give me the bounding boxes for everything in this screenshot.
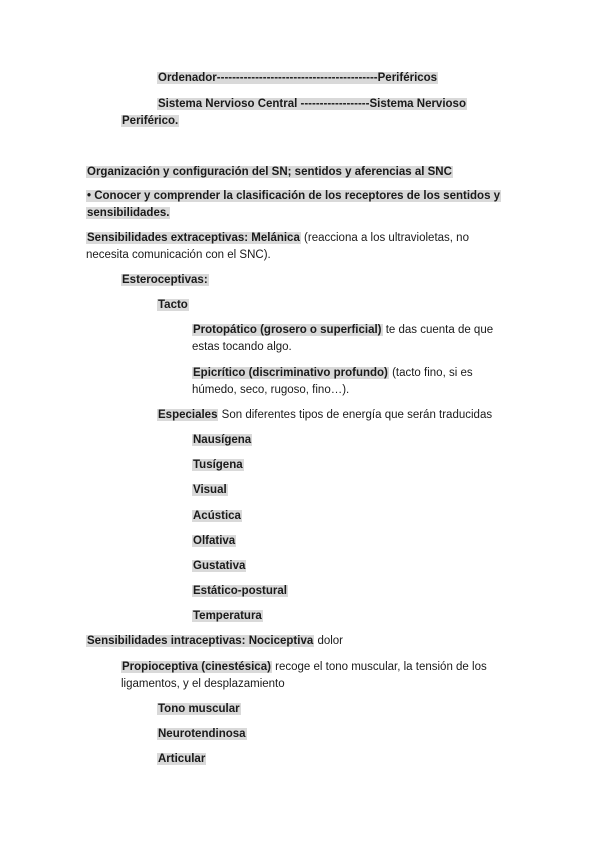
especiales-item-label: Nausígena <box>193 434 252 446</box>
line-periferico <box>121 113 179 130</box>
section-heading-text: Organización y configuración del SN; sentidos y aferencias al SNC <box>87 166 452 178</box>
protopatico-text-2: estas tocando algo. <box>192 341 292 353</box>
protopatico-label: Protopático (grosero o superficial) <box>193 324 382 336</box>
epicritico-text-2: húmedo, seco, rugoso, fino…). <box>192 384 350 396</box>
periferico-text: Periférico. <box>122 115 179 127</box>
especiales-item-label: Olfativa <box>193 535 236 547</box>
bullet-line-2 <box>86 205 170 222</box>
especiales-line <box>157 407 492 424</box>
propio-item <box>157 701 241 718</box>
intraceptivas-line <box>86 633 343 650</box>
epicritico-label: Epicrítico (discriminativo profundo) <box>193 367 388 379</box>
ordenador-text: Ordenador------------------------------------------Periféricos <box>158 72 438 84</box>
especiales-item <box>192 583 288 600</box>
propio-item-label: Neurotendinosa <box>158 728 246 740</box>
intraceptivas-text: dolor <box>314 635 344 647</box>
intraceptivas-label: Sensibilidades intraceptivas: Nociceptiva <box>87 635 314 647</box>
snc-text: Sistema Nervioso Central ------------------Sistema Nervioso <box>158 98 466 110</box>
propioceptiva-text-1: recoge el tono muscular, la tensión de los <box>271 661 487 673</box>
protopatico-line-1 <box>192 322 493 339</box>
esteroceptivas-heading <box>121 272 209 289</box>
bullet-text-2: sensibilidades. <box>87 207 170 219</box>
especiales-item <box>192 558 246 575</box>
especiales-item-label: Visual <box>193 484 227 496</box>
line-ordenador <box>157 70 438 87</box>
extraceptivas-text-1: (reacciona a los ultravioletas, no <box>300 232 469 244</box>
protopatico-line-2 <box>192 339 292 356</box>
propioceptiva-line-1 <box>121 659 487 676</box>
especiales-item <box>192 608 263 625</box>
especiales-item-label: Tusígena <box>193 459 243 471</box>
propioceptiva-text-2: ligamentos, y el desplazamiento <box>121 678 285 690</box>
bullet-line-1 <box>86 188 501 205</box>
especiales-item <box>192 533 236 550</box>
especiales-item <box>192 432 252 449</box>
esteroceptivas-text: Esteroceptivas: <box>122 274 208 286</box>
especiales-item <box>192 508 242 525</box>
especiales-item-label: Gustativa <box>193 560 246 572</box>
extraceptivas-line-1 <box>86 230 469 247</box>
especiales-item-label: Acústica <box>193 510 241 522</box>
section-heading <box>86 164 453 181</box>
propio-item <box>157 751 206 768</box>
especiales-item-label: Estático-postural <box>193 585 287 597</box>
propioceptiva-label: Propioceptiva (cinestésica) <box>122 661 271 673</box>
especiales-text: Son diferentes tipos de energía que serán traducidas <box>218 409 493 421</box>
epicritico-line-1 <box>192 365 473 382</box>
epicritico-line-2 <box>192 382 349 399</box>
protopatico-text-1: te das cuenta de que <box>382 324 494 336</box>
bullet-text-1: • Conocer y comprender la clasificación de los receptores de los sentidos y <box>87 190 501 202</box>
tacto-text: Tacto <box>158 299 188 311</box>
extraceptivas-label: Sensibilidades extraceptivas: Melánica <box>87 232 300 244</box>
especiales-item-label: Temperatura <box>193 610 262 622</box>
extraceptivas-line-2 <box>86 247 271 264</box>
line-snc <box>157 96 467 113</box>
epicritico-text-1: (tacto fino, si es <box>388 367 473 379</box>
propio-item-label: Articular <box>158 753 206 765</box>
propioceptiva-line-2 <box>121 676 285 693</box>
propio-item <box>157 726 247 743</box>
propio-item-label: Tono muscular <box>158 703 240 715</box>
especiales-item <box>192 482 228 499</box>
extraceptivas-text-2: necesita comunicación con el SNC). <box>86 249 271 261</box>
tacto-heading <box>157 297 189 314</box>
especiales-label: Especiales <box>158 409 218 421</box>
especiales-item <box>192 457 244 474</box>
